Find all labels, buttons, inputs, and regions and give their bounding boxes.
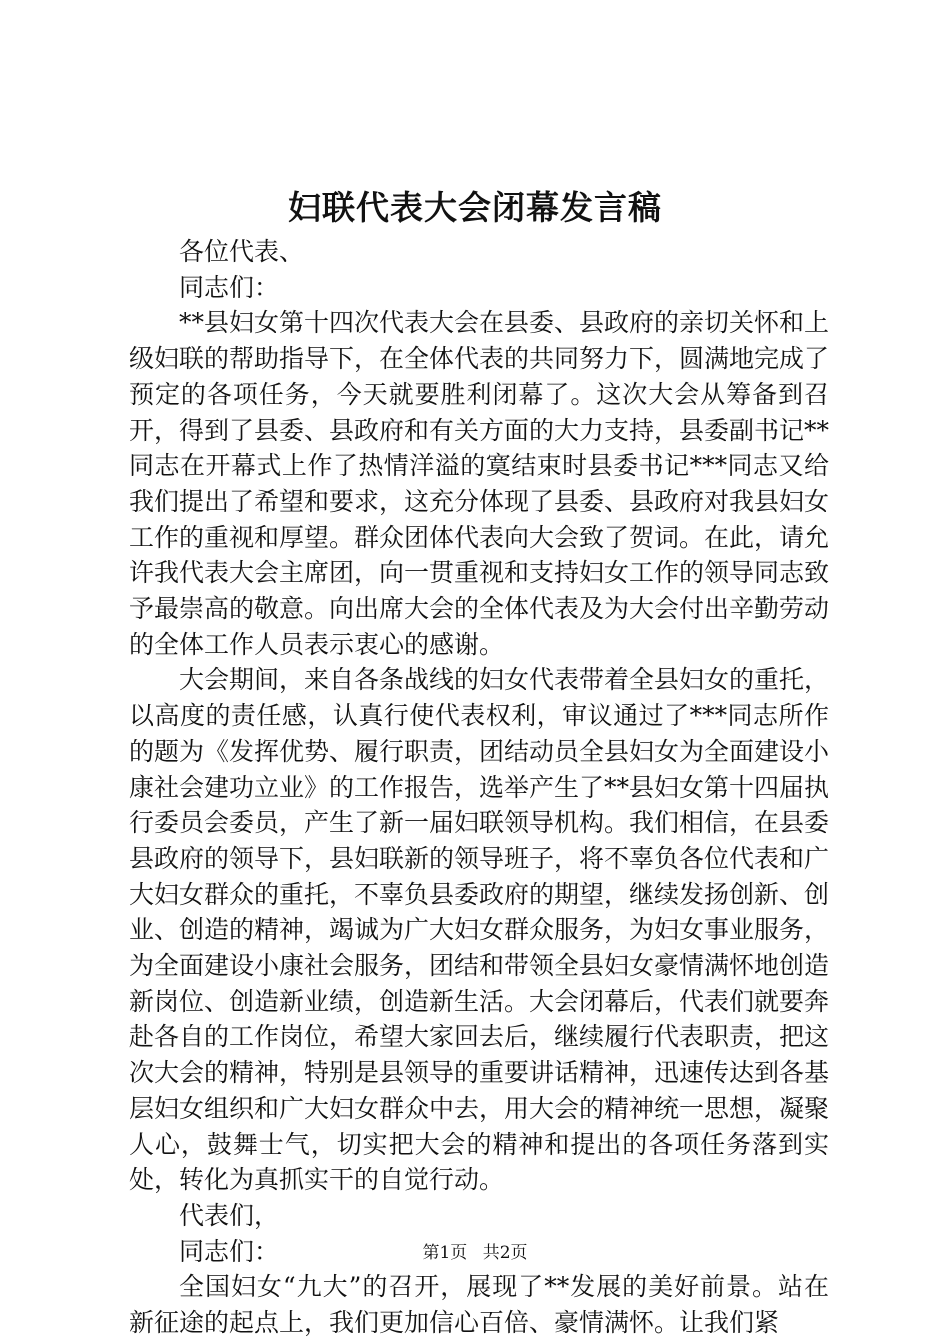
page-number: 第1页: [422, 1243, 468, 1263]
page-total: 共2页: [482, 1243, 528, 1263]
body-paragraph: 大会期间，来自各条战线的妇女代表带着全县妇女的重托，以高度的责任感，认真行使代表权利，审议通过了***同志所作的题为《发挥优势、履行职责，团结动员全县妇女为全面建设小康社会建功立业》的工作报告，选举产生了**县妇女第十四届执行委员会委员，产生了新一届妇联领导机构。我们相信，在县委县政府的领导下，县妇联新的领导班子，将不辜负各位代表和广大妇女群众的重托，不辜负县委政府的期望，继续发扬创新、创业、创造的精神，竭诚为广大妇女群众服务，为妇女事业服务，为全面建设小康社会服务，团结和带领全县妇女豪情满怀地创造新岗位、创造新业绩，创造新生活。大会闭幕后，代表们就要奔赴各自的工作岗位，希望大家回去后，继续履行代表职责，把这次大会的精神，特别是县领导的重要讲话精神，迅速传达到各基层妇女组织和广大妇女群众中去，用大会的精神统一思想，凝聚人心，鼓舞士气，切实把大会的精神和提出的各项任务落到实处，转化为真抓实干的自觉行动。: [129, 665, 830, 1195]
salutation-line: 各位代表、: [179, 237, 305, 266]
document-body: [129, 234, 829, 1341]
salutation-line: 代表们，: [179, 1200, 280, 1230]
salutation-line: 同志们：: [179, 272, 280, 302]
body-paragraph: 全国妇女“九大”的召开，展现了**发展的美好前景。站在新征途的起点上，我们更加信心百倍、豪情满怀。让我们紧: [129, 1272, 829, 1338]
page-footer: [0, 1241, 950, 1265]
document-title: 妇联代表大会闭幕发言稿: [288, 188, 662, 227]
salutation-line: 同志们：: [179, 1236, 280, 1266]
body-paragraph: **县妇女第十四次代表大会在县委、县政府的亲切关怀和上级妇联的帮助指导下，在全体代表的共同努力下，圆满地完成了预定的各项任务，今天就要胜利闭幕了。这次大会从筹备到召开，得到了县委、县政府和有关方面的大力支持，县委副书记**同志在开幕式上作了热情洋溢的寞结束时县委书记***同志又给我们提出了希望和要求，这充分体现了县委、县政府对我县妇女工作的重视和厚望。群众团体代表向大会致了贺词。在此，请允许我代表大会主席团，向一贯重视和支持妇女工作的领导同志致予最崇高的敬意。向出席大会的全体代表及为大会付出辛勤劳动的全体工作人员表示衷心的感谢。: [129, 308, 830, 659]
